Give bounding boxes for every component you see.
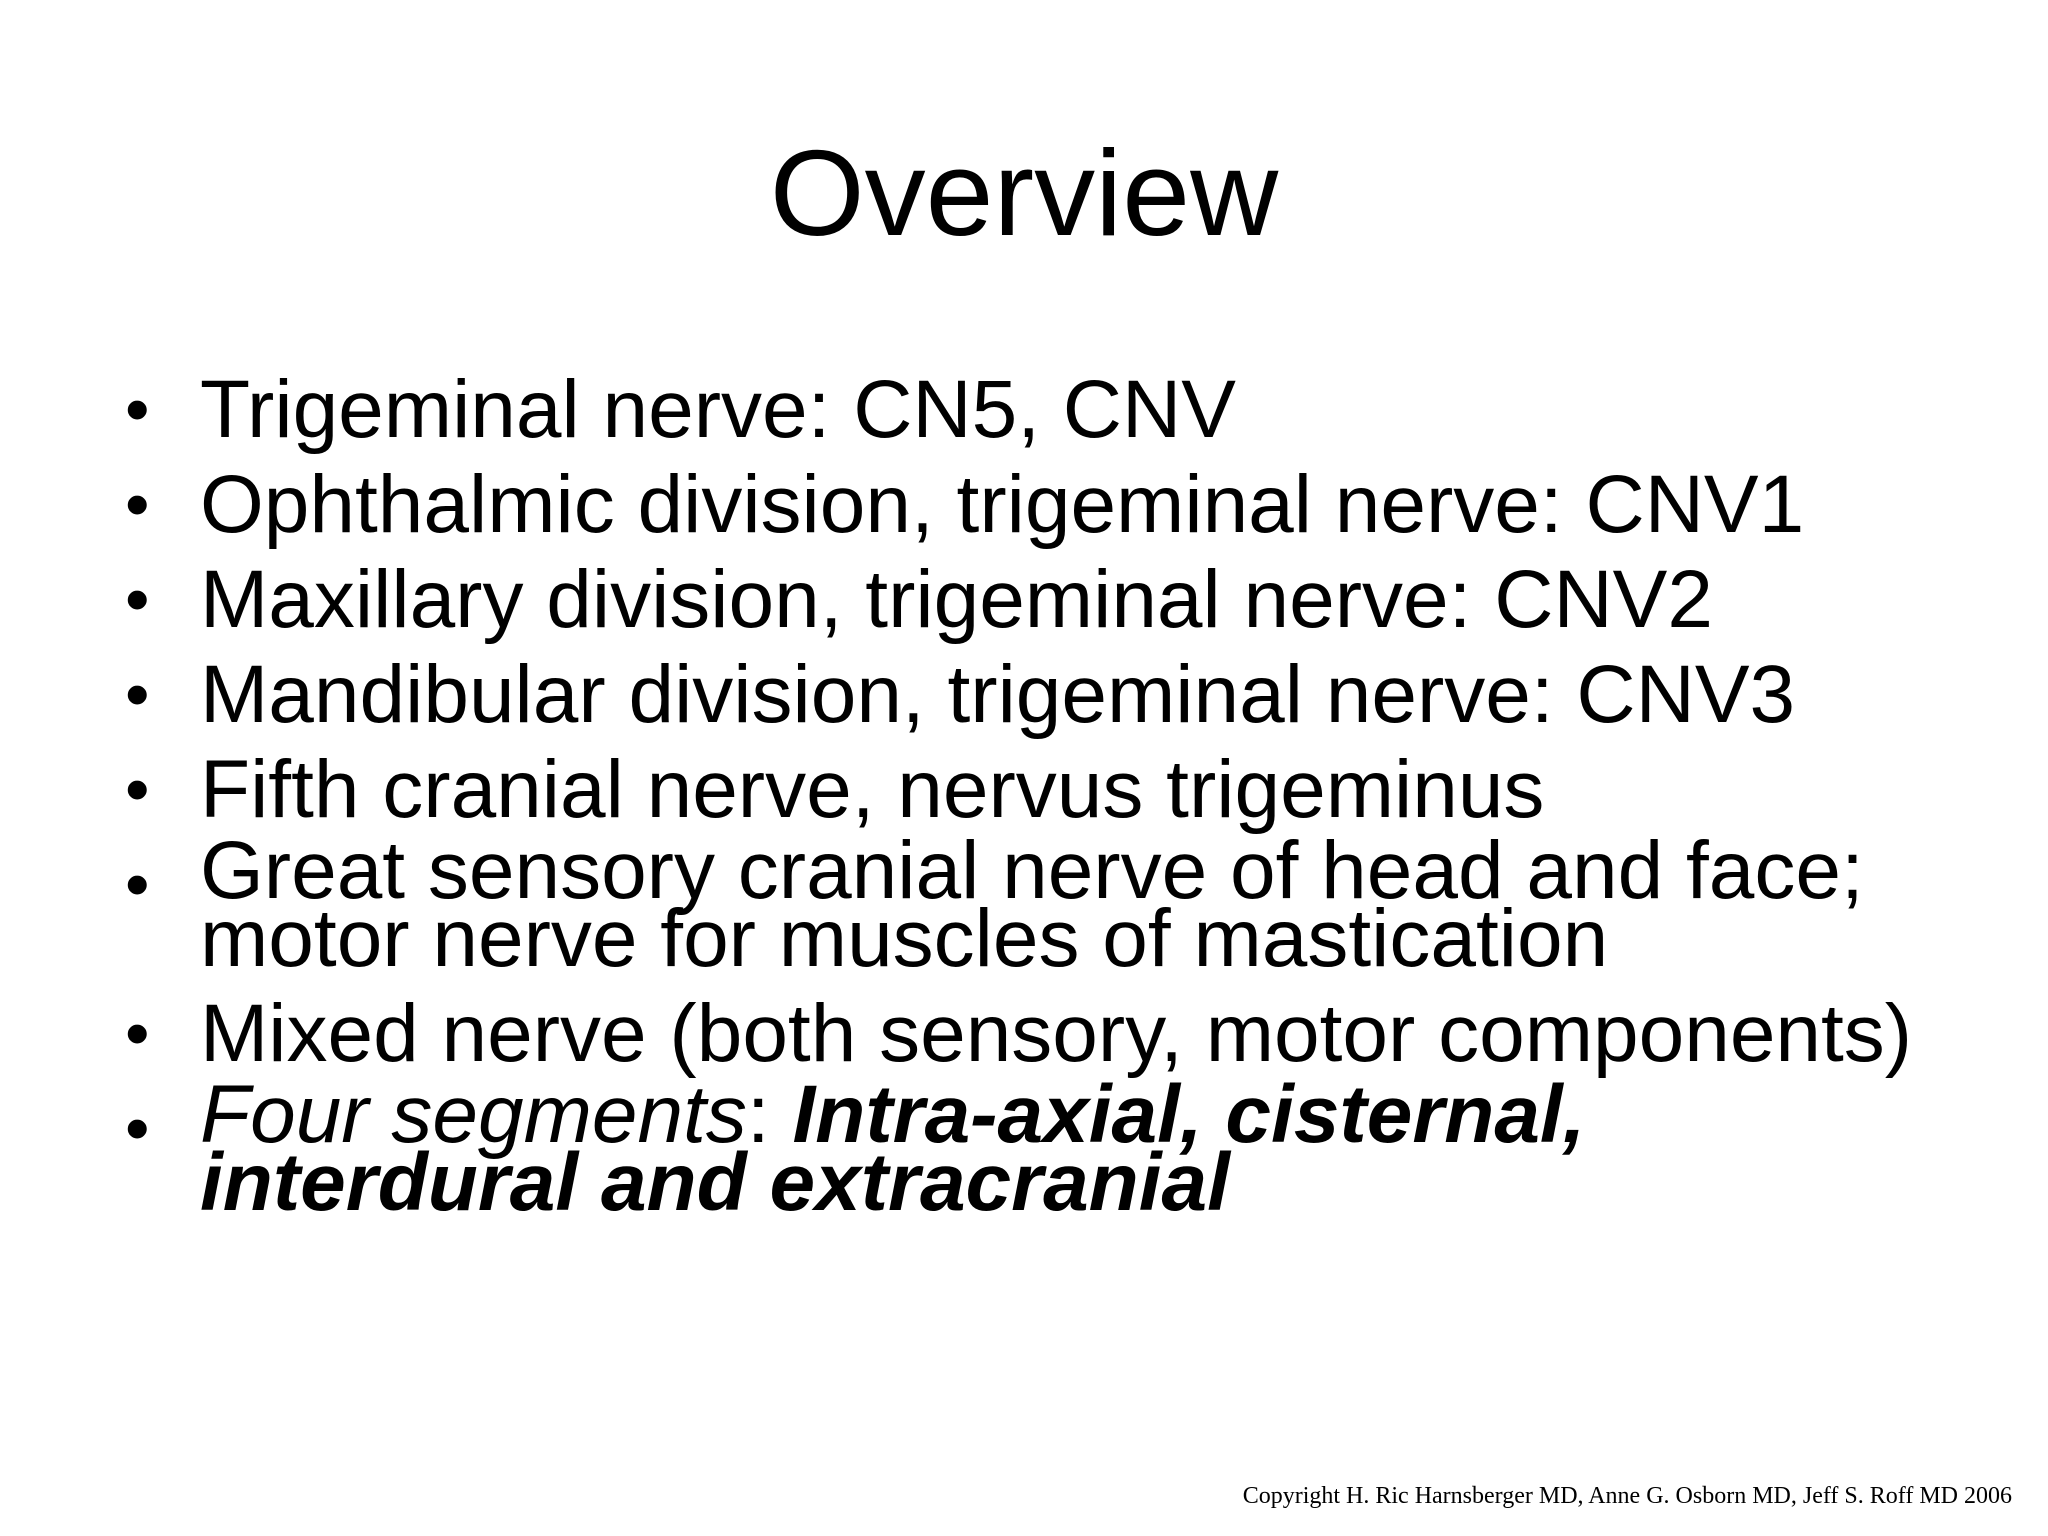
bullet-marker: •: [125, 370, 150, 448]
bullet-item: [125, 1069, 2040, 1230]
segments-emphasis-2: interdural and extracranial: [200, 1137, 1230, 1228]
bullet-marker: •: [125, 465, 150, 543]
segments-label: Four segments: [200, 1069, 747, 1160]
bullet-text: Maxillary division, trigeminal nerve: CNV2: [200, 554, 1713, 645]
bullet-item: [125, 647, 2040, 742]
bullet-text: Ophthalmic division, trigeminal nerve: CNV1: [200, 459, 1805, 550]
bullet-marker: •: [125, 994, 150, 1072]
bullet-text-line-1: Great sensory cranial nerve of head and face;: [200, 825, 1864, 916]
slide-title: Overview: [769, 125, 1279, 261]
bullet-item: [125, 742, 2040, 837]
bullet-marker: •: [125, 750, 150, 828]
copyright-notice: Copyright H. Ric Harnsberger MD, Anne G. Osborn MD, Jeff S. Roff MD 2006: [1242, 1483, 2012, 1509]
bullet-text: Mandibular division, trigeminal nerve: CNV3: [200, 649, 1796, 740]
segments-colon: :: [746, 1069, 793, 1160]
bullet-list: [125, 362, 2040, 1230]
bullet-text: Mixed nerve (both sensory, motor components): [200, 988, 1913, 1079]
bullet-text: Trigeminal nerve: CN5, CNV: [200, 364, 1236, 455]
bullet-item: [125, 552, 2040, 647]
bullet-item: [125, 986, 2040, 1081]
bullet-text: Fifth cranial nerve, nervus trigeminus: [200, 744, 1545, 835]
bullet-marker: •: [125, 1089, 150, 1167]
bullet-marker: •: [125, 560, 150, 638]
bullet-item: [125, 362, 2040, 457]
bullet-marker: •: [125, 845, 150, 923]
bullet-item: [125, 825, 2040, 986]
bullet-marker: •: [125, 655, 150, 733]
segments-emphasis-1: Intra-axial, cisternal,: [792, 1069, 1586, 1160]
bullet-text-line-2: motor nerve for muscles of mastication: [200, 893, 1609, 984]
bullet-item: [125, 457, 2040, 552]
